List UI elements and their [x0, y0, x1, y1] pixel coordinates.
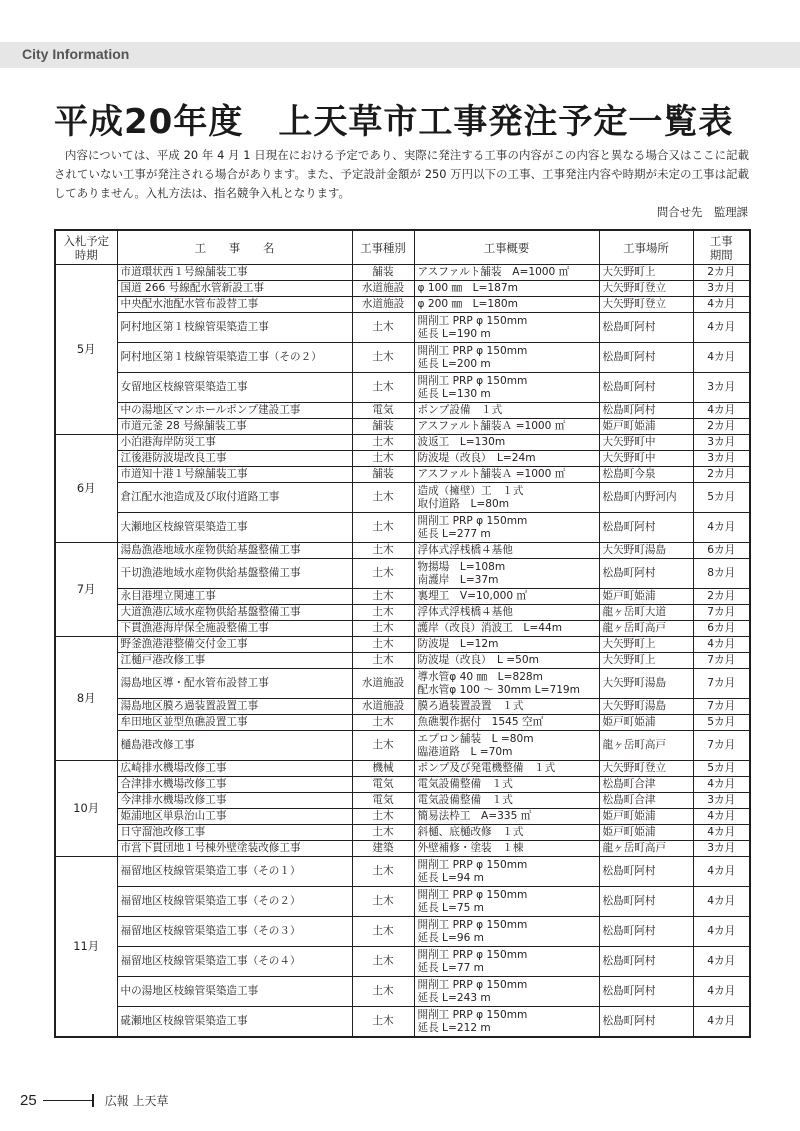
table-row [55, 513, 750, 543]
work-duration-cell: 7カ月 [693, 731, 750, 761]
work-place-cell: 松島町阿村 [599, 947, 693, 977]
work-place-cell: 松島町阿村 [599, 403, 693, 419]
table-row [55, 825, 750, 841]
work-duration-cell: 2カ月 [693, 265, 750, 281]
project-name-cell: 湯島地区導・配水管布設替工事 [117, 669, 352, 699]
work-type-cell: 土木 [352, 917, 414, 947]
work-type-cell: 土木 [352, 373, 414, 403]
work-type-cell: 土木 [352, 653, 414, 669]
work-duration-cell: 3カ月 [693, 281, 750, 297]
project-name-cell: 湯島漁港地域水産物供給基盤整備工事 [117, 543, 352, 559]
table-row [55, 403, 750, 419]
work-duration-cell: 7カ月 [693, 669, 750, 699]
project-name-cell: 下貫漁港海岸保全施設整備工事 [117, 621, 352, 637]
table-row [55, 621, 750, 637]
work-type-cell: 電気 [352, 403, 414, 419]
work-summary-cell: 開削工 PRP φ 150mm 延長 L=243 m [414, 977, 599, 1007]
work-summary-cell: 開削工 PRP φ 150mm 延長 L=77 m [414, 947, 599, 977]
project-name-cell: 阿村地区第１枝線管渠築造工事（その２） [117, 343, 352, 373]
work-summary-cell: 防波堤 L=12m [414, 637, 599, 653]
work-duration-cell: 3カ月 [693, 373, 750, 403]
page-footer [20, 1092, 169, 1109]
table-row [55, 637, 750, 653]
work-duration-cell: 4カ月 [693, 637, 750, 653]
project-name-cell: 中の湯地区マンホールポンプ建設工事 [117, 403, 352, 419]
work-place-cell: 松島町阿村 [599, 559, 693, 589]
work-place-cell: 龍ヶ岳町高戸 [599, 621, 693, 637]
work-place-cell: 松島町阿村 [599, 343, 693, 373]
footer-rule [43, 1100, 93, 1101]
work-place-cell: 姫戸町姫浦 [599, 825, 693, 841]
table-row [55, 543, 750, 559]
bid-month-cell: 6月 [55, 435, 117, 543]
bid-month-cell: 8月 [55, 637, 117, 761]
work-summary-cell: 電気設備整備 １式 [414, 777, 599, 793]
work-place-cell: 龍ヶ岳町大道 [599, 605, 693, 621]
project-name-cell: 合津排水機場改修工事 [117, 777, 352, 793]
table-row [55, 343, 750, 373]
header-work-type: 工事種別 [352, 230, 414, 265]
work-duration-cell: 4カ月 [693, 825, 750, 841]
work-place-cell: 松島町阿村 [599, 977, 693, 1007]
work-type-cell: 土木 [352, 715, 414, 731]
work-type-cell: 舗装 [352, 265, 414, 281]
page-title: 平成20年度 上天草市工事発注予定一覧表 [54, 102, 734, 142]
work-place-cell: 大矢野町登立 [599, 297, 693, 313]
work-duration-cell: 6カ月 [693, 621, 750, 637]
table-row [55, 699, 750, 715]
table-row [55, 715, 750, 731]
work-place-cell: 大矢野町中 [599, 435, 693, 451]
page-number: 25 [20, 1092, 37, 1109]
table-row [55, 793, 750, 809]
work-duration-cell: 7カ月 [693, 699, 750, 715]
table-row [55, 451, 750, 467]
work-place-cell: 大矢野町湯島 [599, 699, 693, 715]
work-duration-cell: 4カ月 [693, 809, 750, 825]
work-duration-cell: 7カ月 [693, 653, 750, 669]
work-type-cell: 水道施設 [352, 297, 414, 313]
project-name-cell: 阿村地区第１枝線管渠築造工事 [117, 313, 352, 343]
work-summary-cell: 裏埋工 V=10,000 ㎥ [414, 589, 599, 605]
publication-name: 広報 上天草 [104, 1094, 169, 1108]
bid-month-cell: 10月 [55, 761, 117, 857]
project-name-cell: 江樋戸港改修工事 [117, 653, 352, 669]
project-name-cell: 女留地区枝線管渠築造工事 [117, 373, 352, 403]
project-name-cell: 市道環状西１号線舗装工事 [117, 265, 352, 281]
work-place-cell: 松島町阿村 [599, 1007, 693, 1038]
project-name-cell: 樋島港改修工事 [117, 731, 352, 761]
work-duration-cell: 4カ月 [693, 947, 750, 977]
work-place-cell: 姫戸町姫浦 [599, 589, 693, 605]
work-type-cell: 土木 [352, 543, 414, 559]
table-row [55, 373, 750, 403]
project-name-cell: 野釜漁港港整備交付金工事 [117, 637, 352, 653]
table-row [55, 777, 750, 793]
work-type-cell: 水道施設 [352, 281, 414, 297]
work-summary-cell: アスファルト舗装Ａ =1000 ㎡ [414, 419, 599, 435]
work-summary-cell: 開削工 PRP φ 150mm 延長 L=75 m [414, 887, 599, 917]
work-place-cell: 松島町阿村 [599, 513, 693, 543]
work-duration-cell: 4カ月 [693, 887, 750, 917]
work-summary-cell: 浮体式浮桟橋４基他 [414, 543, 599, 559]
work-place-cell: 松島町合津 [599, 777, 693, 793]
work-summary-cell: エプロン舗装 L =80m 臨港道路 L =70m [414, 731, 599, 761]
work-duration-cell: 3カ月 [693, 451, 750, 467]
work-summary-cell: 防波堤（改良） L =50m [414, 653, 599, 669]
table-row [55, 297, 750, 313]
work-place-cell: 大矢野町登立 [599, 281, 693, 297]
work-summary-cell: ポンプ設備 １式 [414, 403, 599, 419]
header-work-duration: 工事 期間 [693, 230, 750, 265]
work-duration-cell: 5カ月 [693, 483, 750, 513]
project-name-cell: 江後港防波堤改良工事 [117, 451, 352, 467]
work-duration-cell: 3カ月 [693, 841, 750, 857]
header-bid-period: 入札予定 時期 [55, 230, 117, 265]
project-name-cell: 市営下貫団地１号棟外壁塗装改修工事 [117, 841, 352, 857]
work-summary-cell: 波返工 L=130m [414, 435, 599, 451]
work-type-cell: 電気 [352, 777, 414, 793]
work-type-cell: 土木 [352, 435, 414, 451]
work-place-cell: 松島町合津 [599, 793, 693, 809]
project-name-cell: 今津排水機場改修工事 [117, 793, 352, 809]
table-row [55, 857, 750, 887]
work-place-cell: 松島町内野河内 [599, 483, 693, 513]
work-type-cell: 土木 [352, 977, 414, 1007]
table-row [55, 483, 750, 513]
work-type-cell: 土木 [352, 731, 414, 761]
project-name-cell: 福留地区枝線管渠築造工事（その２） [117, 887, 352, 917]
project-name-cell: 大道漁港広域水産物供給基盤整備工事 [117, 605, 352, 621]
work-type-cell: 土木 [352, 1007, 414, 1038]
work-type-cell: 電気 [352, 793, 414, 809]
project-name-cell: 硴瀬地区枝線管渠築造工事 [117, 1007, 352, 1038]
work-type-cell: 土木 [352, 947, 414, 977]
contact-line: 問合せ先 監理課 [656, 205, 748, 219]
work-summary-cell: 浮体式浮桟橋４基他 [414, 605, 599, 621]
table-row [55, 761, 750, 777]
work-duration-cell: 4カ月 [693, 513, 750, 543]
work-duration-cell: 5カ月 [693, 761, 750, 777]
work-type-cell: 土木 [352, 857, 414, 887]
work-duration-cell: 8カ月 [693, 559, 750, 589]
work-summary-cell: φ 100 ㎜ L=187m [414, 281, 599, 297]
work-type-cell: 土木 [352, 559, 414, 589]
work-place-cell: 龍ヶ岳町高戸 [599, 841, 693, 857]
work-type-cell: 舗装 [352, 419, 414, 435]
work-summary-cell: アスファルト舗装Ａ =1000 ㎡ [414, 467, 599, 483]
header-project-name: 工 事 名 [117, 230, 352, 265]
work-duration-cell: 3カ月 [693, 435, 750, 451]
project-name-cell: 国道 266 号線配水管新設工事 [117, 281, 352, 297]
work-duration-cell: 4カ月 [693, 1007, 750, 1038]
work-type-cell: 土木 [352, 809, 414, 825]
work-summary-cell: 斜樋、底樋改修 １式 [414, 825, 599, 841]
work-type-cell: 舗装 [352, 467, 414, 483]
project-name-cell: 牟田地区並型魚礁設置工事 [117, 715, 352, 731]
project-name-cell: 中の湯地区枝線管渠築造工事 [117, 977, 352, 1007]
work-place-cell: 姫戸町姫浦 [599, 419, 693, 435]
work-duration-cell: 4カ月 [693, 343, 750, 373]
work-type-cell: 土木 [352, 483, 414, 513]
work-duration-cell: 2カ月 [693, 419, 750, 435]
work-type-cell: 水道施設 [352, 699, 414, 715]
project-name-cell: 倉江配水池造成及び取付道路工事 [117, 483, 352, 513]
work-duration-cell: 2カ月 [693, 467, 750, 483]
project-name-cell: 福留地区枝線管渠築造工事（その４） [117, 947, 352, 977]
table-body [55, 265, 750, 1038]
table-row [55, 731, 750, 761]
work-type-cell: 土木 [352, 313, 414, 343]
work-summary-cell: 魚礁製作据付 1545 空㎥ [414, 715, 599, 731]
table-header-row [55, 230, 750, 265]
header-work-place: 工事場所 [599, 230, 693, 265]
work-type-cell: 土木 [352, 343, 414, 373]
project-name-cell: 市道知十港１号線舗装工事 [117, 467, 352, 483]
header-work-summary: 工事概要 [414, 230, 599, 265]
work-summary-cell: 開削工 PRP φ 150mm 延長 L=96 m [414, 917, 599, 947]
table-row [55, 559, 750, 589]
work-summary-cell: 開削工 PRP φ 150mm 延長 L=130 m [414, 373, 599, 403]
table-row [55, 841, 750, 857]
bid-month-cell: 11月 [55, 857, 117, 1038]
work-summary-cell: φ 200 ㎜ L=180m [414, 297, 599, 313]
table-row [55, 653, 750, 669]
table-row [55, 589, 750, 605]
work-type-cell: 土木 [352, 825, 414, 841]
work-place-cell: 龍ヶ岳町高戸 [599, 731, 693, 761]
work-place-cell: 大矢野町上 [599, 637, 693, 653]
project-name-cell: 大瀬地区枝線管渠築造工事 [117, 513, 352, 543]
work-summary-cell: 簡易法枠工 A=335 ㎡ [414, 809, 599, 825]
work-type-cell: 土木 [352, 887, 414, 917]
work-summary-cell: 開削工 PRP φ 150mm 延長 L=212 m [414, 1007, 599, 1038]
work-summary-cell: 物揚場 L=108m 南護岸 L=37m [414, 559, 599, 589]
bid-month-cell: 5月 [55, 265, 117, 435]
work-summary-cell: 膜ろ過装置設置 １式 [414, 699, 599, 715]
work-summary-cell: 開削工 PRP φ 150mm 延長 L=277 m [414, 513, 599, 543]
work-type-cell: 建築 [352, 841, 414, 857]
project-name-cell: 福留地区枝線管渠築造工事（その１） [117, 857, 352, 887]
work-place-cell: 松島町阿村 [599, 857, 693, 887]
work-place-cell: 大矢野町上 [599, 265, 693, 281]
work-summary-cell: ポンプ及び発電機整備 １式 [414, 761, 599, 777]
table-row [55, 281, 750, 297]
work-place-cell: 大矢野町湯島 [599, 669, 693, 699]
work-duration-cell: 6カ月 [693, 543, 750, 559]
work-type-cell: 土木 [352, 605, 414, 621]
work-duration-cell: 7カ月 [693, 605, 750, 621]
work-summary-cell: 開削工 PRP φ 150mm 延長 L=190 m [414, 313, 599, 343]
work-summary-cell: 造成（擁壁）工 １式 取付道路 L=80m [414, 483, 599, 513]
project-name-cell: 福留地区枝線管渠築造工事（その３） [117, 917, 352, 947]
work-duration-cell: 4カ月 [693, 297, 750, 313]
table-row [55, 265, 750, 281]
project-name-cell: 小泊港海岸防災工事 [117, 435, 352, 451]
work-duration-cell: 4カ月 [693, 977, 750, 1007]
work-place-cell: 松島町阿村 [599, 887, 693, 917]
work-place-cell: 大矢野町上 [599, 653, 693, 669]
work-summary-cell: 護岸（改良）消波工 L=44m [414, 621, 599, 637]
table-row [55, 887, 750, 917]
work-duration-cell: 2カ月 [693, 589, 750, 605]
work-summary-cell: 開削工 PRP φ 150mm 延長 L=200 m [414, 343, 599, 373]
work-place-cell: 松島町阿村 [599, 313, 693, 343]
work-duration-cell: 4カ月 [693, 917, 750, 947]
intro-paragraph: 内容については、平成 20 年 4 月 1 日現在における予定であり、実際に発注する工事の内容がこの内容と異なる場合又はここに記載されていない工事が発注される場合があります。また、予定設計金額が 250 万円以下の工事、工事発注内容や時期が未定の工事は記載してありません。入札方法は、指名競争入札となります。 [54, 148, 749, 200]
table-row [55, 467, 750, 483]
project-name-cell: 日守溜池改修工事 [117, 825, 352, 841]
work-duration-cell: 3カ月 [693, 793, 750, 809]
work-place-cell: 大矢野町中 [599, 451, 693, 467]
table-row [55, 419, 750, 435]
section-label: City Information [22, 46, 130, 62]
work-type-cell: 機械 [352, 761, 414, 777]
table-row [55, 313, 750, 343]
work-summary-cell: 開削工 PRP φ 150mm 延長 L=94 m [414, 857, 599, 887]
project-name-cell: 広崎排水機場改修工事 [117, 761, 352, 777]
project-name-cell: 干切漁港地域水産物供給基盤整備工事 [117, 559, 352, 589]
work-type-cell: 土木 [352, 589, 414, 605]
work-type-cell: 土木 [352, 451, 414, 467]
table-row [55, 947, 750, 977]
construction-schedule-table [54, 229, 751, 1038]
work-place-cell: 姫戸町姫浦 [599, 809, 693, 825]
project-name-cell: 市道元釜 28 号線舗装工事 [117, 419, 352, 435]
table-row [55, 1007, 750, 1038]
project-name-cell: 中央配水池配水管布設替工事 [117, 297, 352, 313]
work-summary-cell: 電気設備整備 １式 [414, 793, 599, 809]
work-duration-cell: 4カ月 [693, 403, 750, 419]
table-row [55, 917, 750, 947]
work-type-cell: 水道施設 [352, 669, 414, 699]
work-summary-cell: 外壁補修・塗装 １棟 [414, 841, 599, 857]
bid-month-cell: 7月 [55, 543, 117, 637]
project-name-cell: 湯島地区膜ろ過装置設置工事 [117, 699, 352, 715]
work-duration-cell: 4カ月 [693, 857, 750, 887]
work-summary-cell: 導水管φ 40 ㎜ L=828m 配水管φ 100 ～ 30mm L=719m [414, 669, 599, 699]
work-place-cell: 姫戸町姫浦 [599, 715, 693, 731]
table-row [55, 435, 750, 451]
section-band [0, 42, 800, 68]
project-name-cell: 永目港埋立関連工事 [117, 589, 352, 605]
work-duration-cell: 5カ月 [693, 715, 750, 731]
work-place-cell: 大矢野町登立 [599, 761, 693, 777]
work-summary-cell: アスファルト舗装 A=1000 ㎡ [414, 265, 599, 281]
work-type-cell: 土木 [352, 513, 414, 543]
table-row [55, 669, 750, 699]
work-duration-cell: 4カ月 [693, 777, 750, 793]
work-summary-cell: 防波堤（改良） L=24m [414, 451, 599, 467]
work-place-cell: 大矢野町湯島 [599, 543, 693, 559]
work-place-cell: 松島町阿村 [599, 373, 693, 403]
work-duration-cell: 4カ月 [693, 313, 750, 343]
table-row [55, 809, 750, 825]
project-name-cell: 姫浦地区単県治山工事 [117, 809, 352, 825]
table-row [55, 977, 750, 1007]
work-place-cell: 松島町今泉 [599, 467, 693, 483]
table-row [55, 605, 750, 621]
work-type-cell: 土木 [352, 621, 414, 637]
work-place-cell: 松島町阿村 [599, 917, 693, 947]
work-type-cell: 土木 [352, 637, 414, 653]
